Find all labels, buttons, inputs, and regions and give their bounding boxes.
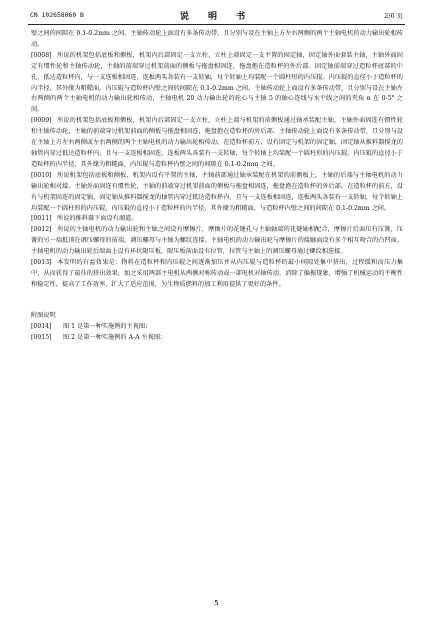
paragraph-number: [0013] (31, 259, 52, 267)
page-number: 5 (214, 599, 219, 607)
paragraph-number: [0012] (31, 226, 52, 234)
paragraph-number: [0015] (31, 333, 52, 341)
patent-number: CN 102658060 B (30, 11, 84, 19)
paragraph-text: 壁之间的间隙在 0.1-0.2mm 之间。主轴传动轮上面设有多条传动带，且分别与设在主轴上方左右两侧的两个主轴电机的动力输出轮相传动。 (31, 30, 403, 48)
paragraph-0011 (31, 214, 403, 225)
paragraph-continued (31, 29, 403, 51)
paragraph-text: 所说机架包括底板和侧板，机架内设有平置的主轴，主轴前部通过轴承装配在机架的前侧板上，主轴的后端与主轴电机的动力输出轮相对接。主轴外面固连有惯性轮，主轴的前端穿过机架前面的侧板与拖盘相固连，拖盘抱在造粒杯的外后部。在造粒杯的前方，设有与机架固连的固定轴，固定轴从推料器搅龙的轴管内穿过抵达造粒杯内，且与一支连板相固连，连板两头各装有一支转轴，每个转轴上均装配一个圆柱形的内压辊。内压辊的直径小于造粒杯的内半径，其外缘为粗糙面，与造粒杯内壁之间的间隙在 0.1-0.2mm 之间。 (31, 171, 403, 212)
paragraph-0008 (31, 51, 403, 116)
paragraph-text: 本发明的有益效果是：物料在造粒杯和内压辊之间逐渐加压并从内压辊与造粒杯的最小间隙处集中挤出，过程缓和而压力集中，从而获得了最佳的挤出效果，加之采用两部主电机从两侧对称传动或一部电机对轴传动，消除了偏振现象，增强了机械运动的平衡性和稳定性，提高了工作效率，扩大了适应范围，为生物质燃料的加工利用提供了更好的条件。 (31, 259, 403, 288)
paragraph-0010 (31, 171, 403, 215)
paragraph-number: [0009] (31, 117, 52, 125)
figure-caption: 图 1 是第一种实施例的主视图； (63, 322, 152, 330)
paragraph-0012 (31, 225, 403, 258)
paragraph-number: [0011] (31, 215, 52, 223)
page-header (30, 9, 403, 23)
header-rule (28, 24, 405, 25)
paragraph-number: [0010] (31, 171, 52, 179)
paragraph-number: [0014] (31, 322, 52, 330)
figure-list-item (31, 322, 403, 333)
paragraph-0009 (31, 116, 403, 171)
page-indicator: 2/6 页 (384, 12, 403, 20)
paragraph-text: 所说的推料器下面设有溜道。 (57, 215, 138, 223)
figure-caption: 图 2 是第一种实施例的 A-A 左视图； (63, 333, 167, 341)
paragraph-text: 所说的主轴电机的动力输出轮和主轴之间设有摩擦片，摩擦片的花键孔与主轴轴端的花键轴相配合，摩擦片后面压有压簧，压簧的另一端抵顶在调压螺母的前端，调压螺母与主轴为螺纹连接。主轴电机的动力输出轮与摩擦片的接触面设有多个相互吻合的凸凹面。主轴电机的动力输出轮后端面上设有环状限压板，限压板前面设有拉管，拉管与主轴上的调压螺母通过螺纹相连接。 (31, 226, 403, 256)
paragraph-text: 所说的机架包括底板和侧板，机架内后部固定一支立柱，立柱上端与机架的前侧板通过轴承装配主轴，主轴外面固连有惯性轮和主轴传动轮，主轴的前端穿过机架前面的侧板与拖盘相固连，拖盘抱在造粒杯的外后部。主轴传动轮上面设有多条传动带，且分别与设在主轴上方左右两侧或左右两侧的两个主轴电机的动力输出轮相传动。在造粒杯前方，设有固定与机架的固定轴，固定轴从推料器搅龙的轴管内穿过抵达造粒杯内，且与一支连板相固连，连板两头各装有一支转轴，每个转轴上均装配一个圆柱形的内压辊。内压辊的直径小于造粒杯的内半径，其外缘为粗糙面，内压辊与造粒杯内壁之间的间隙在 0.1-0.2mm 之间。 (31, 117, 403, 168)
document-title: 说 明 书 (179, 12, 254, 22)
section-title: 附图说明 (31, 311, 56, 319)
paragraph-number: [0008] (31, 51, 52, 59)
figure-list-item (31, 333, 403, 344)
paragraph-0013 (31, 258, 403, 291)
body-text (31, 29, 403, 343)
paragraph-text: 所说的机架包括底板和侧板，机架内后部固定一支立柱，立柱上端固定一支平置的固定轴，固定轴外面套装主轴，主轴外面固定有惯性轮和主轴传动轮，主轴的前端穿过机架前面的侧板与拖盘相固连，拖盘抱在造粒杯的外后部。固定轴前端穿过造粒杯底部的中孔，抵达造粒杯内，与一支连板相固连，连板两头各装有一支转轴，每个转轴上均装配一个圆柱形的内压辊。内压辊的直径小于造粒杯的内半径，其外缘为粗糙面，内压辊与造粒杯内壁之间的间隙在 0.1-0.2mm 之间。主轴传动轮上面设有多条传动带，且分别与设在主轴左右两侧的两个主轴电机的动力输出轮相传动，主轴电机 20 动力输出轮的轮心与主轴 5 的轴心连线与水平线之间的夹角 α 在 0-5° 之间。 (31, 51, 403, 114)
